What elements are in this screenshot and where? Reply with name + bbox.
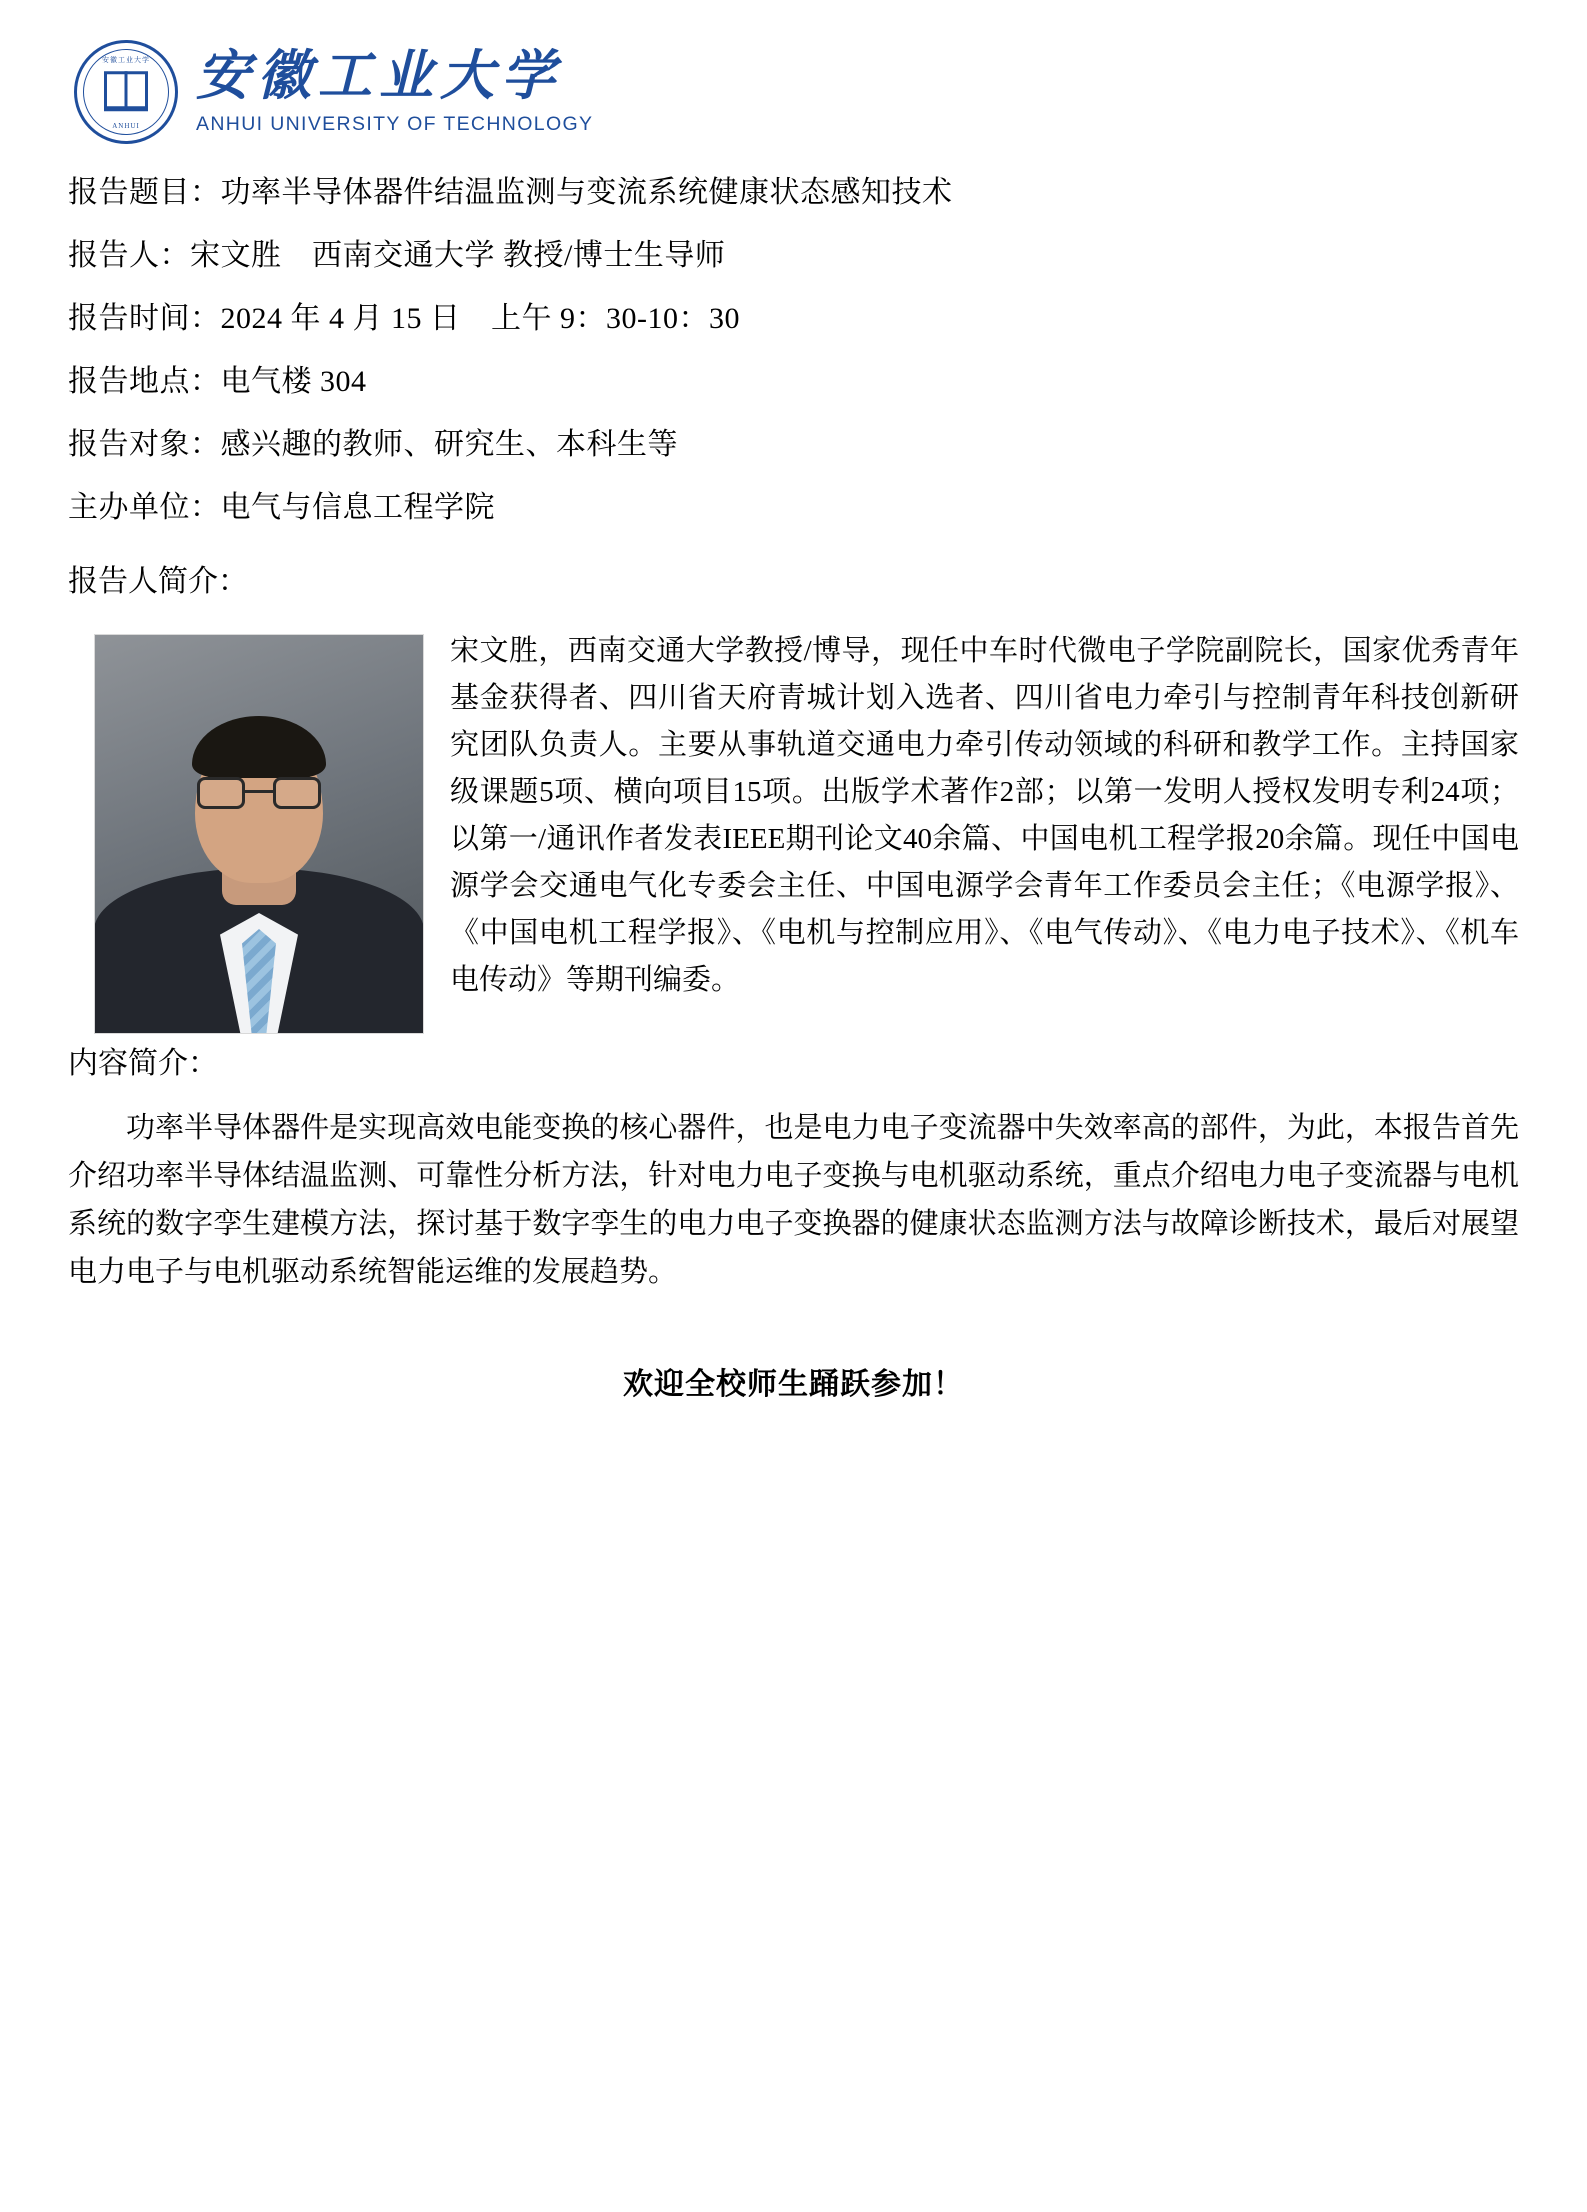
speaker-bio-block bbox=[68, 628, 1519, 1038]
seal-book-icon bbox=[104, 71, 148, 111]
abstract-text: 功率半导体器件是实现高效电能变换的核心器件，也是电力电子变流器中失效率高的部件，为此，本报告首先介绍功率半导体结温监测、可靠性分析方法，针对电力电子变换与电机驱动系统，重点介绍电力电子变流器与电机系统的数字孪生建模方法，探讨基于数字孪生的电力电子变换器的健康状态监测方法与故障诊断技术，最后对展望电力电子与电机驱动系统智能运维的发展趋势。 bbox=[68, 1112, 1519, 1289]
info-value-speaker: 宋文胜 西南交通大学 教授/博士生导师 bbox=[190, 239, 726, 272]
info-label-title: 报告题目： bbox=[68, 176, 221, 209]
university-header bbox=[68, 40, 1519, 144]
glasses-lens-left bbox=[197, 777, 245, 809]
speaker-bio-title: 报告人简介： bbox=[68, 565, 248, 598]
portrait-glasses-icon bbox=[197, 777, 321, 811]
info-row-time bbox=[68, 304, 1519, 334]
info-label-organizer: 主办单位： bbox=[68, 491, 221, 524]
info-row-speaker bbox=[68, 241, 1519, 271]
speaker-portrait-image bbox=[94, 634, 424, 1034]
footer-invitation-note: 欢迎全校师生踊跃参加！ bbox=[623, 1367, 964, 1401]
portrait-hair bbox=[192, 716, 326, 778]
info-label-audience: 报告对象： bbox=[68, 428, 221, 461]
info-value-organizer: 电气与信息工程学院 bbox=[220, 491, 495, 524]
info-value-venue: 电气楼 304 bbox=[220, 365, 367, 398]
info-label-venue: 报告地点： bbox=[68, 365, 221, 398]
info-row-audience bbox=[68, 430, 1519, 460]
university-name-en: ANHUI UNIVERSITY OF TECHNOLOGY bbox=[196, 112, 594, 135]
info-label-time: 报告时间： bbox=[68, 302, 221, 335]
lecture-info-block bbox=[68, 178, 1519, 523]
info-row-organizer bbox=[68, 493, 1519, 523]
university-seal-icon bbox=[74, 40, 178, 144]
glasses-lens-right bbox=[273, 777, 321, 809]
info-value-audience: 感兴趣的教师、研究生、本科生等 bbox=[220, 428, 678, 461]
glasses-bridge bbox=[245, 790, 273, 793]
university-name-cn: 安徽工业大学 bbox=[196, 46, 562, 107]
abstract-title: 内容简介： bbox=[68, 1047, 218, 1080]
info-label-speaker: 报告人： bbox=[68, 239, 190, 272]
info-row-venue bbox=[68, 367, 1519, 397]
speaker-bio-text: 宋文胜，西南交通大学教授/博导，现任中车时代微电子学院副院长，国家优秀青年基金获得者、四川省天府青城计划入选者、四川省电力牵引与控制青年科技创新研究团队负责人。主要从事轨道交通电力牵引传动领域的科研和教学工作。主持国家级课题5项、横向项目15项。出版学术著作2部；以第一发明人授权发明专利24项；以第一/通讯作者发表IEEE期刊论文40余篇、中国电机工程学报20余篇。现任中国电源学会交通电气化专委会主任、中国电源学会青年工作委员会主任；《电源学报》、《中国电机工程学报》、《电机与控制应用》、《电气传动》、《电力电子技术》、《机车电传动》等期刊编委。 bbox=[450, 635, 1519, 996]
info-value-time: 2024 年 4 月 15 日 上午 9：30-10：30 bbox=[220, 302, 740, 335]
seal-bottom-text: ANHUI bbox=[112, 122, 140, 130]
seal-top-text: 安徽工业大学 bbox=[102, 56, 150, 64]
info-row-title bbox=[68, 178, 1519, 208]
university-wordmark bbox=[196, 48, 593, 136]
info-value-title: 功率半导体器件结温监测与变流系统健康状态感知技术 bbox=[220, 176, 953, 209]
